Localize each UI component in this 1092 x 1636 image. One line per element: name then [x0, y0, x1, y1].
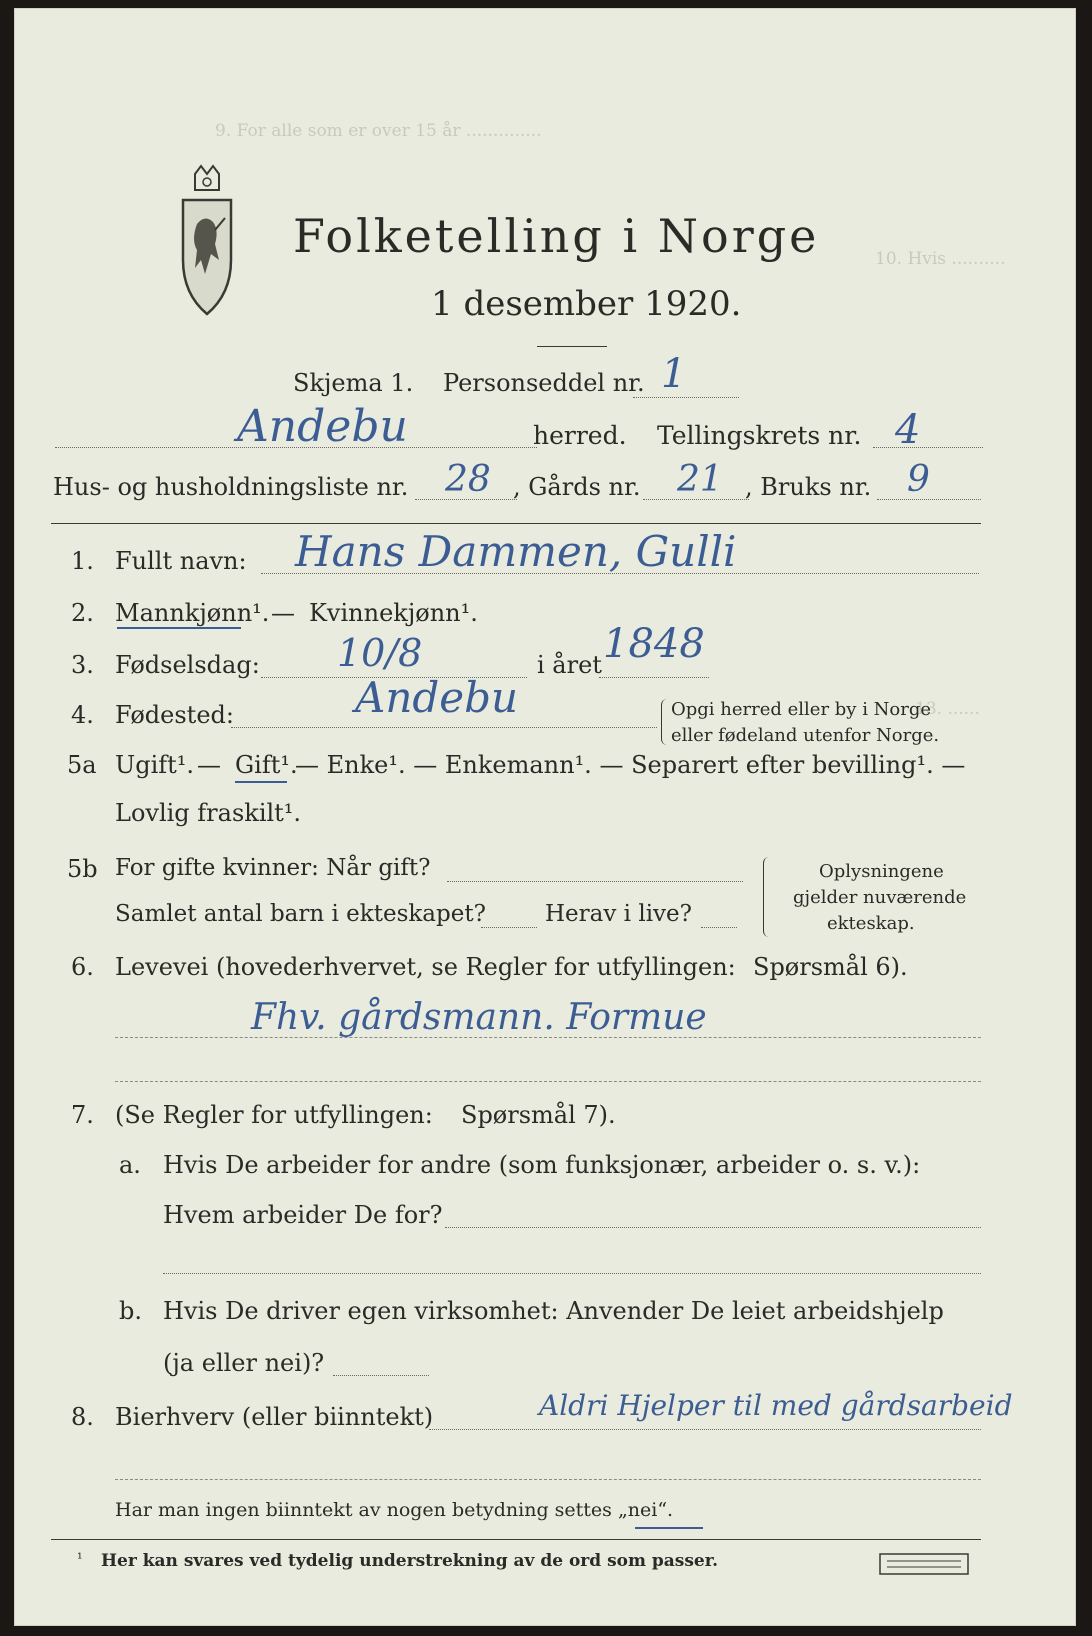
q3-label: Fødselsdag:	[115, 651, 260, 679]
gards-value[interactable]: 21	[677, 459, 723, 500]
employer-line-1	[445, 1227, 981, 1228]
bleed-through-text: 10. Hvis ..........	[875, 249, 1006, 269]
occupation-line-2	[115, 1081, 981, 1082]
children-alive-line	[701, 927, 737, 928]
male-underline-mark	[117, 627, 241, 629]
marital-options-rest[interactable]: — Enke¹. — Enkemann¹. — Separert efter bevilling¹. —	[295, 751, 966, 779]
form-date: 1 desember 1920.	[431, 284, 742, 324]
q2-separator: —	[271, 599, 295, 627]
side-income-line	[429, 1429, 981, 1430]
birthplace-line	[231, 727, 657, 728]
title-divider	[537, 346, 607, 347]
marital-option-fraskilt[interactable]: Lovlig fraskilt¹.	[115, 799, 302, 827]
q8-label: Bierhverv (eller biinntekt)	[115, 1403, 434, 1431]
q5a-separator: —	[197, 751, 221, 779]
marital-option-ugift[interactable]: Ugift¹.	[115, 751, 195, 779]
q5b-number: 5b	[67, 855, 98, 883]
q4-label: Fødested:	[115, 701, 234, 729]
brace	[661, 699, 668, 745]
q7-reference: Spørsmål 7).	[461, 1101, 616, 1129]
q4-note-line1: Opgi herred eller by i Norge	[671, 699, 932, 720]
tellingskrets-line	[873, 447, 983, 448]
q7a-label: Hvis De arbeider for andre (som funksjonær, arbeider o. s. v.):	[163, 1151, 921, 1179]
bruks-value[interactable]: 9	[907, 459, 930, 500]
q5b-note-line2: gjelder nuværende	[793, 887, 967, 908]
bruks-label: , Bruks nr.	[745, 473, 872, 501]
sex-option-female[interactable]: Kvinnekjønn¹.	[309, 599, 478, 627]
q7a-letter: a.	[119, 1151, 141, 1179]
bleed-through-text: 9. For alle som er over 15 år ..............	[215, 121, 542, 141]
q1-number: 1.	[71, 547, 94, 575]
nei-underline-mark	[635, 1527, 703, 1529]
occupation-line-1	[115, 1037, 981, 1038]
q6-number: 6.	[71, 953, 94, 981]
q5b-label: For gifte kvinner: Når gift?	[115, 855, 431, 881]
children-total-line	[481, 927, 537, 928]
personseddel-number[interactable]: 1	[661, 351, 687, 397]
q4-number: 4.	[71, 701, 94, 729]
personseddel-label: Personseddel nr.	[443, 369, 645, 397]
form-title: Folketelling i Norge	[293, 209, 820, 263]
tellingskrets-value[interactable]: 4	[895, 407, 921, 453]
footnote-text: Her kan svares ved tydelig understrekning av de ord som passer.	[101, 1551, 719, 1571]
full-name-value[interactable]: Hans Dammen, Gulli	[295, 527, 737, 576]
q3-year-label: i året	[537, 651, 602, 679]
q5b-children-label: Samlet antal barn i ekteskapet?	[115, 901, 486, 927]
marital-option-gift[interactable]: Gift¹.	[235, 751, 298, 779]
q4-note-line2: eller fødeland utenfor Norge.	[671, 725, 940, 746]
employer-line-2	[163, 1273, 981, 1274]
husholdningsliste-label: Hus- og husholdningsliste nr.	[53, 473, 409, 501]
hired-help-line	[333, 1375, 429, 1376]
norwegian-coat-of-arms-icon	[175, 164, 239, 324]
q7b-yes-no-label: (ja eller nei)?	[163, 1349, 325, 1377]
q6-reference: Spørsmål 6).	[753, 953, 908, 981]
birth-year-value[interactable]: 1848	[603, 621, 705, 667]
birthplace-value[interactable]: Andebu	[355, 673, 519, 722]
herred-label: herred.	[533, 421, 627, 450]
birthdate-value[interactable]: 10/8	[337, 631, 423, 675]
marriage-date-line	[447, 881, 743, 882]
personseddel-line	[633, 397, 739, 398]
q7a-employer-label: Hvem arbeider De for?	[163, 1201, 443, 1229]
footnote-mark: ¹	[77, 1551, 83, 1567]
skjema-label: Skjema 1.	[293, 369, 414, 397]
side-income-line-2	[115, 1479, 981, 1480]
gift-underline-mark	[235, 781, 287, 783]
herred-value[interactable]: Andebu	[237, 401, 408, 452]
q7-number: 7.	[71, 1101, 94, 1129]
birth-year-line	[599, 677, 709, 678]
q8-number: 8.	[71, 1403, 94, 1431]
q5b-note-line3: ekteskap.	[827, 913, 915, 934]
tellingskrets-label: Tellingskrets nr.	[657, 421, 862, 450]
q5b-alive-label: Herav i live?	[545, 901, 692, 927]
footer-divider	[51, 1539, 981, 1540]
sex-option-male[interactable]: Mannkjønn¹.	[115, 599, 270, 627]
section-divider	[51, 523, 981, 524]
occupation-value[interactable]: Fhv. gårdsmann. Formue	[251, 997, 707, 1038]
q2-number: 2.	[71, 599, 94, 627]
bleed-through-text: 13. ......	[915, 699, 980, 719]
q5a-number: 5a	[67, 751, 97, 779]
bottom-note: Har man ingen biinntekt av nogen betydning settes „nei“.	[115, 1499, 674, 1521]
q5b-note-line1: Oplysningene	[819, 861, 944, 882]
q7b-letter: b.	[119, 1297, 142, 1325]
q6-label: Levevei (hovederhvervet, se Regler for utfyllingen:	[115, 953, 736, 981]
husholdningsliste-value[interactable]: 28	[445, 459, 491, 500]
q1-label: Fullt navn:	[115, 547, 247, 575]
census-form-page	[14, 8, 1076, 1626]
printer-stamp-icon	[879, 1553, 969, 1575]
brace	[763, 857, 772, 937]
side-income-value[interactable]: Aldri Hjelper til med gårdsarbeid	[539, 1389, 1013, 1422]
q7b-label: Hvis De driver egen virksomhet: Anvender De leiet arbeidshjelp	[163, 1297, 944, 1325]
q7-label: (Se Regler for utfyllingen:	[115, 1101, 433, 1129]
gards-label: , Gårds nr.	[513, 473, 641, 501]
q3-number: 3.	[71, 651, 94, 679]
